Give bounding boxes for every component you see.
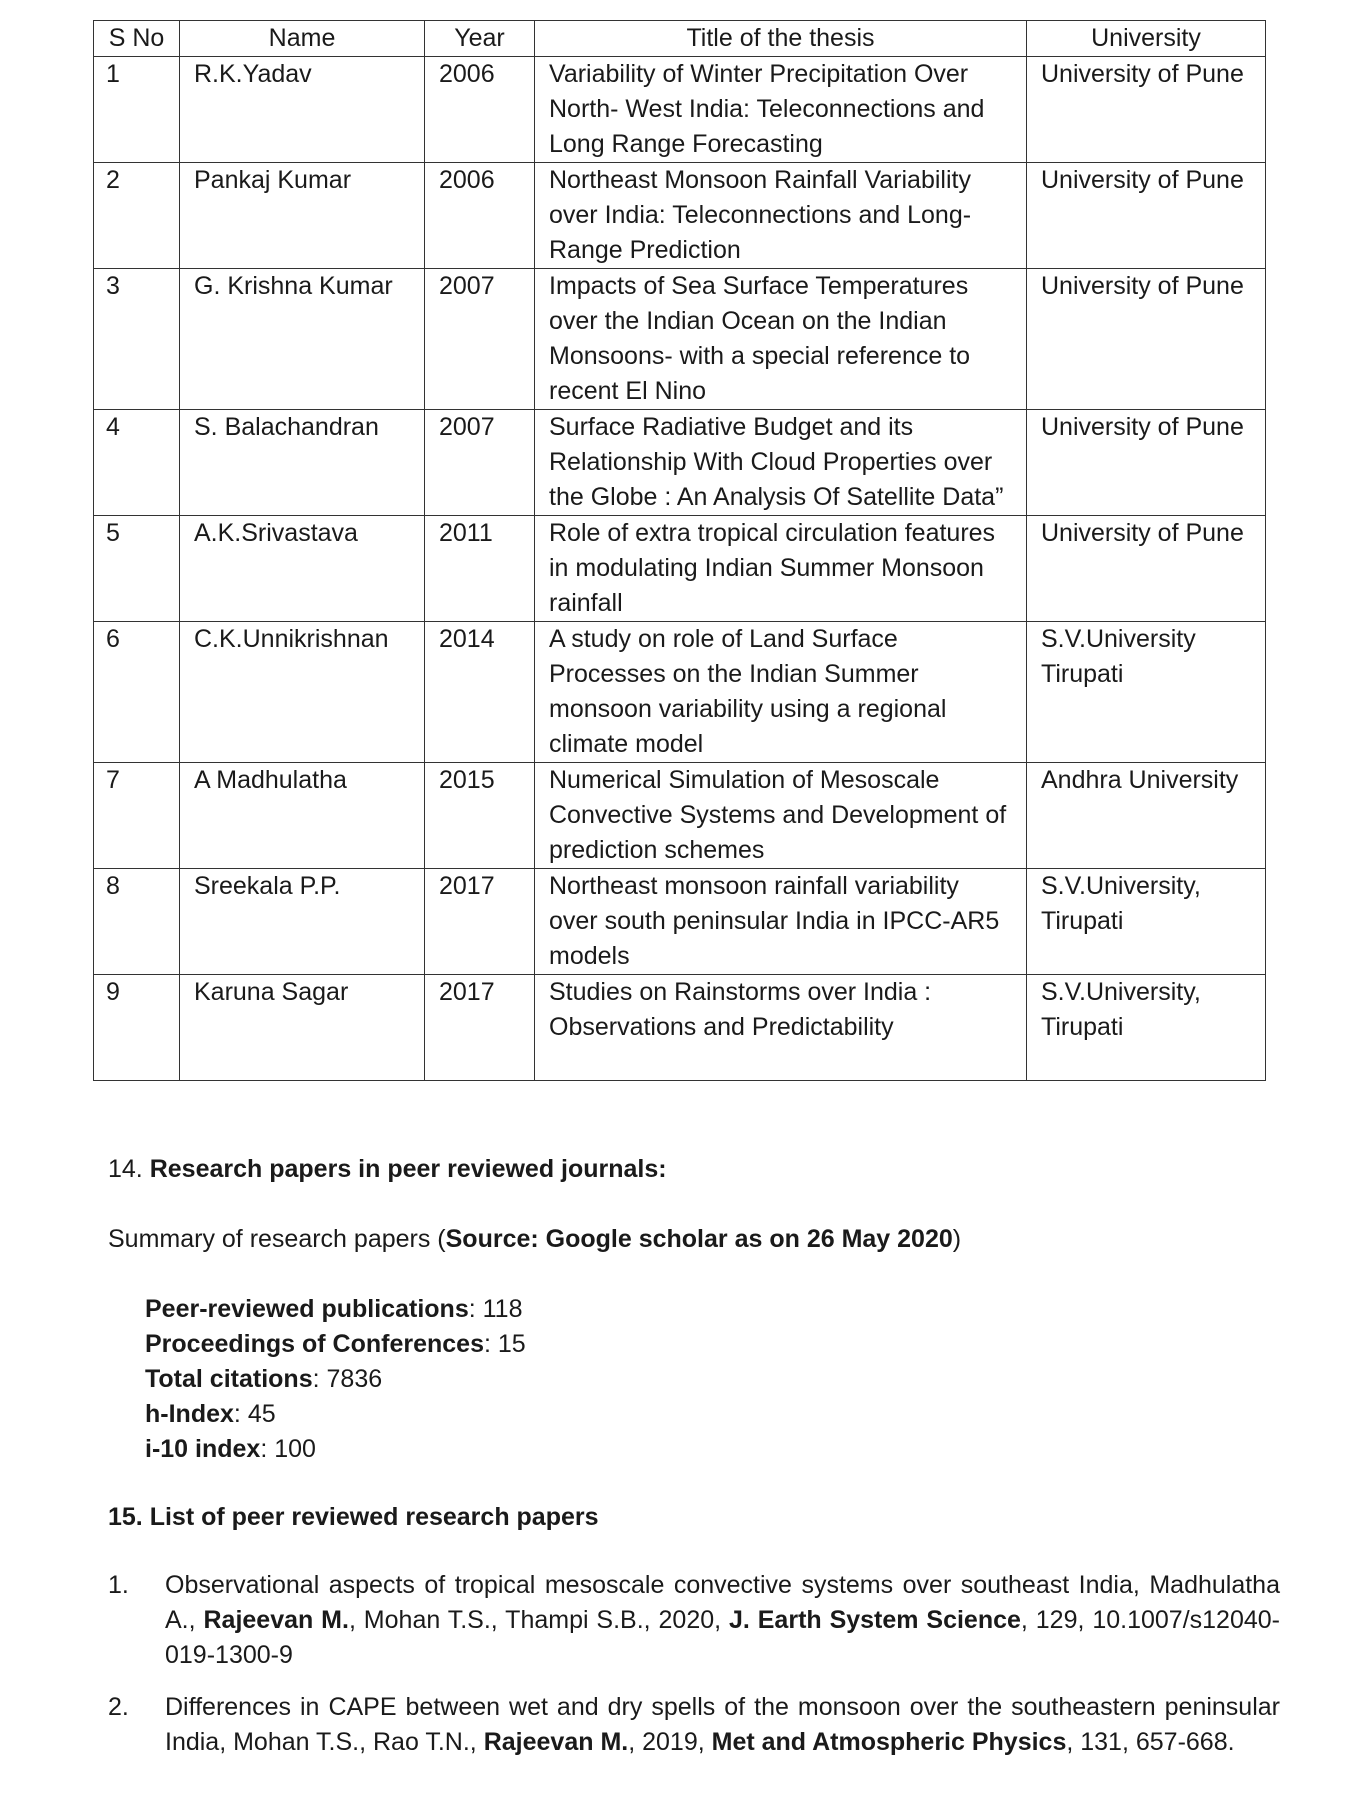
cell-title: Role of extra tropical circulation features in modulating Indian Summer Monsoon rainfall (535, 516, 1027, 622)
cell-university: Andhra University (1027, 763, 1266, 869)
cell-sno: 3 (94, 269, 180, 410)
metric-value: 45 (247, 1400, 276, 1428)
cell-university: S.V.University, Tirupati (1027, 869, 1266, 975)
paper-text: , 131, 657-668. (1066, 1728, 1235, 1756)
section-15-heading: 15. List of peer reviewed research papers (108, 1503, 599, 1531)
table-row (94, 57, 1266, 163)
cell-year: 2017 (425, 975, 535, 1081)
cell-name: A.K.Srivastava (180, 516, 425, 622)
cell-title: Northeast monsoon rainfall variability over south peninsular India in IPCC-AR5 models (535, 869, 1027, 975)
cell-university: University of Pune (1027, 163, 1266, 269)
thesis-table (93, 20, 1266, 1081)
citation-metrics (145, 1292, 526, 1467)
metric-value: 7836 (326, 1365, 383, 1393)
cell-title: A study on role of Land Surface Processes on the Indian Summer monsoon variability using a regional climate model (535, 622, 1027, 763)
cell-university: S.V.University, Tirupati (1027, 975, 1266, 1081)
cell-name: Pankaj Kumar (180, 163, 425, 269)
cell-title: Studies on Rainstorms over India : Observations and Predictability (535, 975, 1027, 1081)
metric-label: Peer-reviewed publications (145, 1295, 469, 1323)
metric-sep: : (260, 1435, 275, 1463)
metric-value: 100 (274, 1435, 316, 1463)
metric-h-index (145, 1397, 526, 1432)
table-row (94, 975, 1266, 1081)
paper-author-highlight: Rajeevan M. (483, 1728, 629, 1756)
cell-year: 2015 (425, 763, 535, 869)
metric-label: h-Index (145, 1400, 234, 1428)
header-year: Year (425, 21, 535, 57)
cell-sno: 9 (94, 975, 180, 1081)
table-header-row (94, 21, 1266, 57)
metric-label: Proceedings of Conferences (145, 1330, 484, 1358)
table-row (94, 763, 1266, 869)
cell-year: 2017 (425, 869, 535, 975)
paper-number: 2. (108, 1693, 129, 1721)
cell-name: Sreekala P.P. (180, 869, 425, 975)
cell-year: 2006 (425, 163, 535, 269)
cell-sno: 8 (94, 869, 180, 975)
summary-line (108, 1222, 961, 1257)
cell-sno: 5 (94, 516, 180, 622)
metric-label: i-10 index (145, 1435, 261, 1463)
cell-name: G. Krishna Kumar (180, 269, 425, 410)
header-title: Title of the thesis (535, 21, 1027, 57)
paper-citation (165, 1690, 1280, 1760)
paper-journal: Met and Atmospheric Physics (711, 1728, 1067, 1756)
table-row (94, 622, 1266, 763)
list-item (108, 1568, 1280, 1673)
table-row (94, 269, 1266, 410)
table-row (94, 869, 1266, 975)
paper-text: , 129, 10.1007/s12040-019-1300-9 (165, 1606, 1280, 1669)
cell-sno: 1 (94, 57, 180, 163)
table-row (94, 516, 1266, 622)
metric-proceedings (145, 1327, 526, 1362)
paper-author-highlight: Rajeevan M. (203, 1606, 349, 1634)
summary-prefix: Summary of research papers ( (108, 1225, 446, 1253)
table-row (94, 163, 1266, 269)
cell-year: 2011 (425, 516, 535, 622)
cell-sno: 4 (94, 410, 180, 516)
cell-year: 2014 (425, 622, 535, 763)
cell-year: 2007 (425, 269, 535, 410)
cell-year: 2006 (425, 57, 535, 163)
metric-value: 118 (482, 1295, 523, 1323)
cell-name: A Madhulatha (180, 763, 425, 869)
cell-university: University of Pune (1027, 516, 1266, 622)
cell-university: S.V.University Tirupati (1027, 622, 1266, 763)
cell-title: Surface Radiative Budget and its Relationship With Cloud Properties over the Globe : An Analysis Of Satellite Data” (535, 410, 1027, 516)
paper-list (108, 1568, 1280, 1777)
cell-title: Variability of Winter Precipitation Over North- West India: Teleconnections and Long Range Forecasting (535, 57, 1027, 163)
cell-name: R.K.Yadav (180, 57, 425, 163)
cell-sno: 7 (94, 763, 180, 869)
paper-journal: J. Earth System Science (729, 1606, 1021, 1634)
metric-sep: : (233, 1400, 248, 1428)
cell-university: University of Pune (1027, 410, 1266, 516)
header-name: Name (180, 21, 425, 57)
metric-total-citations (145, 1362, 526, 1397)
paper-text: , Mohan T.S., Thampi S.B., 2020, (348, 1606, 729, 1634)
cell-title: Impacts of Sea Surface Temperatures over the Indian Ocean on the Indian Monsoons- with a special reference to recent El Nino (535, 269, 1027, 410)
cell-sno: 2 (94, 163, 180, 269)
cell-name: Karuna Sagar (180, 975, 425, 1081)
paper-text: Observational aspects of tropical mesoscale convective systems over southeast India, Madhulatha A., (165, 1571, 1280, 1634)
cell-title: Numerical Simulation of Mesoscale Convective Systems and Development of prediction schemes (535, 763, 1027, 869)
table-row (94, 410, 1266, 516)
section-14-title: Research papers in peer reviewed journals: (149, 1155, 667, 1183)
paper-number: 1. (108, 1571, 129, 1599)
cell-year: 2007 (425, 410, 535, 516)
metric-i10-index (145, 1432, 526, 1467)
metric-label: Total citations (145, 1365, 313, 1393)
header-university: University (1027, 21, 1266, 57)
metric-sep: : (468, 1295, 483, 1323)
paper-text: Differences in CAPE between wet and dry spells of the monsoon over the southeastern peninsular India, Mohan T.S., Rao T.N., (165, 1693, 1280, 1756)
paper-text: , 2019, (628, 1728, 712, 1756)
header-sno: S No (94, 21, 180, 57)
cell-university: University of Pune (1027, 269, 1266, 410)
metric-sep: : (483, 1330, 498, 1358)
section-14-number: 14. (108, 1155, 143, 1183)
metric-peer-reviewed (145, 1292, 526, 1327)
metric-sep: : (312, 1365, 327, 1393)
cell-sno: 6 (94, 622, 180, 763)
cell-university: University of Pune (1027, 57, 1266, 163)
metric-value: 15 (497, 1330, 526, 1358)
cell-title: Northeast Monsoon Rainfall Variability over India: Teleconnections and Long-Range Prediction (535, 163, 1027, 269)
summary-suffix: ) (952, 1225, 962, 1253)
paper-citation (165, 1568, 1280, 1673)
list-item (108, 1690, 1280, 1760)
cell-name: C.K.Unnikrishnan (180, 622, 425, 763)
summary-source: Source: Google scholar as on 26 May 2020 (445, 1225, 953, 1253)
section-14-heading (108, 1152, 667, 1187)
cell-name: S. Balachandran (180, 410, 425, 516)
